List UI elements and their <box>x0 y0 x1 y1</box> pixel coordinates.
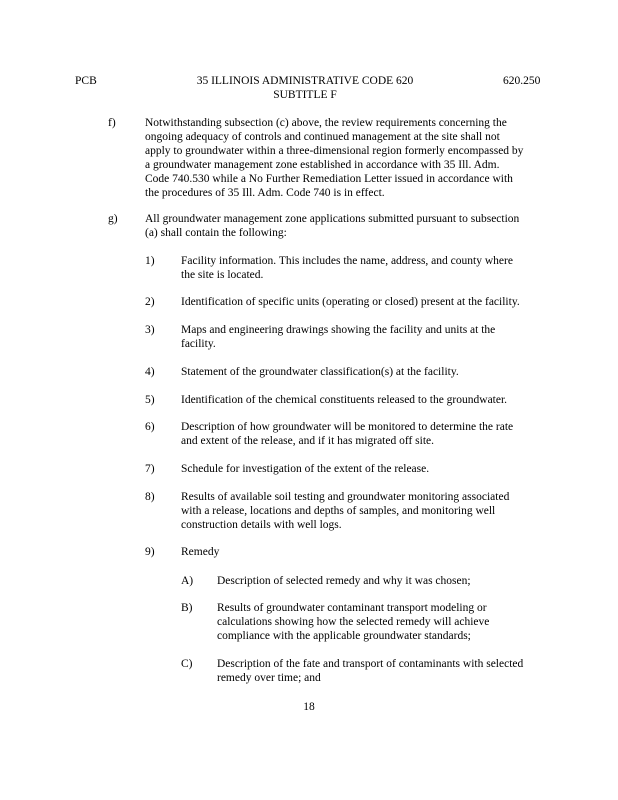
header-center <box>165 74 445 102</box>
subsection-label: g) <box>108 213 118 225</box>
text-line: (a) shall contain the following: <box>145 227 287 239</box>
text-line: Identification of specific units (operating or closed) present at the facility. <box>181 296 520 308</box>
text-line: calculations showing how the selected remedy will achieve <box>217 616 490 628</box>
text-line: Notwithstanding subsection (c) above, the review requirements concerning the <box>145 117 507 129</box>
header-section-number: 620.250 <box>503 75 541 87</box>
list-item-label: 6) <box>145 421 155 433</box>
list-item-text <box>181 393 601 407</box>
subsection-label: f) <box>108 117 116 129</box>
text-line: Maps and engineering drawings showing the facility and units at the <box>181 324 496 336</box>
list-item-label: 9) <box>145 546 155 558</box>
list-item-label: 4) <box>145 366 155 378</box>
header-title: 35 ILLINOIS ADMINISTRATIVE CODE 620 <box>196 75 414 87</box>
list-item-text <box>181 420 601 448</box>
sub-list-item-text <box>217 657 607 685</box>
list-item-text <box>181 254 601 282</box>
sub-list-item-text <box>217 601 607 643</box>
text-line: Code 740.530 while a No Further Remediation Letter issued in accordance with <box>145 173 513 185</box>
sub-list-item-label: C) <box>181 658 193 670</box>
text-line: the procedures of 35 Ill. Adm. Code 740 is in effect. <box>145 187 385 199</box>
list-item-label: 3) <box>145 324 155 336</box>
text-line: Remedy <box>181 546 220 558</box>
text-line: facility. <box>181 338 216 350</box>
text-line: Results of available soil testing and groundwater monitoring associated <box>181 491 510 503</box>
list-item-label: 2) <box>145 296 155 308</box>
text-line: with a release, locations and depths of samples, and monitoring well <box>181 505 496 517</box>
text-line: a groundwater management zone established in accordance with 35 Ill. Adm. <box>145 159 500 171</box>
subsection-text <box>145 116 605 200</box>
text-line: ongoing adequacy of controls and continued management at the site shall not <box>145 131 500 143</box>
sub-list-item-label: B) <box>181 602 193 614</box>
text-line: Identification of the chemical constituents released to the groundwater. <box>181 394 508 406</box>
sub-list-item-label: A) <box>181 575 194 587</box>
text-line: Facility information. This includes the name, address, and county where <box>181 255 513 267</box>
text-line: construction details with well logs. <box>181 519 342 531</box>
list-item-text <box>181 323 601 351</box>
text-line: Schedule for investigation of the extent of the release. <box>181 463 430 475</box>
text-line: the site is located. <box>181 269 264 281</box>
header-subtitle: SUBTITLE F <box>273 89 337 101</box>
list-item-text <box>181 545 601 559</box>
text-line: remedy over time; and <box>217 672 321 684</box>
list-item-label: 5) <box>145 394 155 406</box>
subsection-text <box>145 212 605 240</box>
text-line: All groundwater management zone applications submitted pursuant to subsection <box>145 213 520 225</box>
list-item-label: 7) <box>145 463 155 475</box>
list-item-label: 1) <box>145 255 155 267</box>
list-item-text <box>181 365 601 379</box>
page-number: 18 <box>303 701 315 713</box>
text-line: apply to groundwater within a three-dimensional region formerly encompassed by <box>145 145 524 157</box>
sub-list-item-text <box>217 574 607 588</box>
text-line: Description of selected remedy and why it was chosen; <box>217 575 471 587</box>
text-line: Results of groundwater contaminant transport modeling or <box>217 602 487 614</box>
text-line: compliance with the applicable groundwater standards; <box>217 630 471 642</box>
text-line: Statement of the groundwater classification(s) at the facility. <box>181 366 459 378</box>
header-left: PCB <box>75 75 97 87</box>
text-line: Description of how groundwater will be monitored to determine the rate <box>181 421 514 433</box>
list-item-label: 8) <box>145 491 155 503</box>
list-item-text <box>181 295 601 309</box>
text-line: and extent of the release, and if it has migrated off site. <box>181 435 435 447</box>
list-item-text <box>181 490 601 532</box>
text-line: Description of the fate and transport of contaminants with selected <box>217 658 524 670</box>
list-item-text <box>181 462 601 476</box>
